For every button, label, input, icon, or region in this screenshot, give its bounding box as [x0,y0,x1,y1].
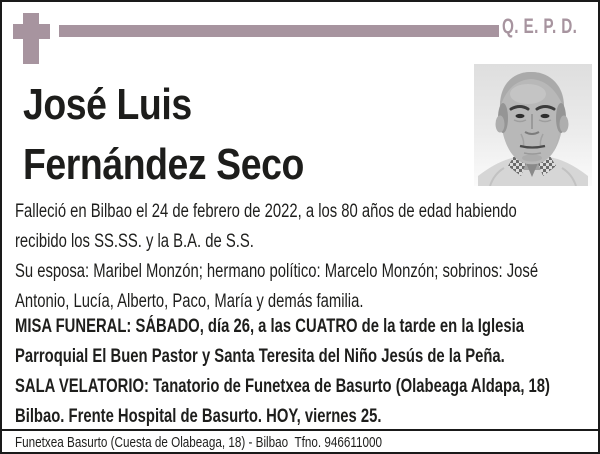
death-notice-line2: recibido los SS.SS. y la B.A. de S.S. [15,231,254,252]
cross-icon [13,24,50,39]
funeral-mass-paragraph [15,312,600,372]
deceased-name [23,75,353,195]
qepd-label: Q. E. P. D. [502,15,578,38]
portrait-photo [474,64,592,186]
family-line2: Antonio, Lucía, Alberto, Paco, María y demás familia. [15,291,364,312]
family-line1: Su esposa: Maribel Monzón; hermano político: Marcelo Monzón; sobrinos: José [15,261,539,282]
death-notice-paragraph [15,197,600,257]
funeral-mass-line1: MISA FUNERAL: SÁBADO, día 26, a las CUATRO de la tarde en la Iglesia [15,316,524,337]
portrait-illustration [474,64,592,186]
death-notice-line1: Falleció en Bilbao el 24 de febrero de 2022, a los 80 años de edad habiendo [15,201,517,222]
family-paragraph [15,257,600,317]
funeral-mass-line2: Parroquial El Buen Pastor y Santa Teresita del Niño Jesús de la Peña. [15,346,505,367]
funeral-home-info: Funetxea Basurto (Cuesta de Olabeaga, 18) - Bilbao Tfno. 946611000 [15,434,383,451]
wake-room-line1: SALA VELATORIO: Tanatorio de Funetxea de Basurto (Olabeaga Aldapa, 18) [15,376,550,397]
header-bar [59,25,499,37]
wake-room-line2: Bilbao. Frente Hospital de Basurto. HOY, viernes 25. [15,406,382,427]
wake-room-paragraph [15,372,600,432]
deceased-name-line2: Fernández Seco [23,140,304,189]
deceased-name-line1: José Luis [23,80,192,129]
footer-divider [2,429,598,431]
